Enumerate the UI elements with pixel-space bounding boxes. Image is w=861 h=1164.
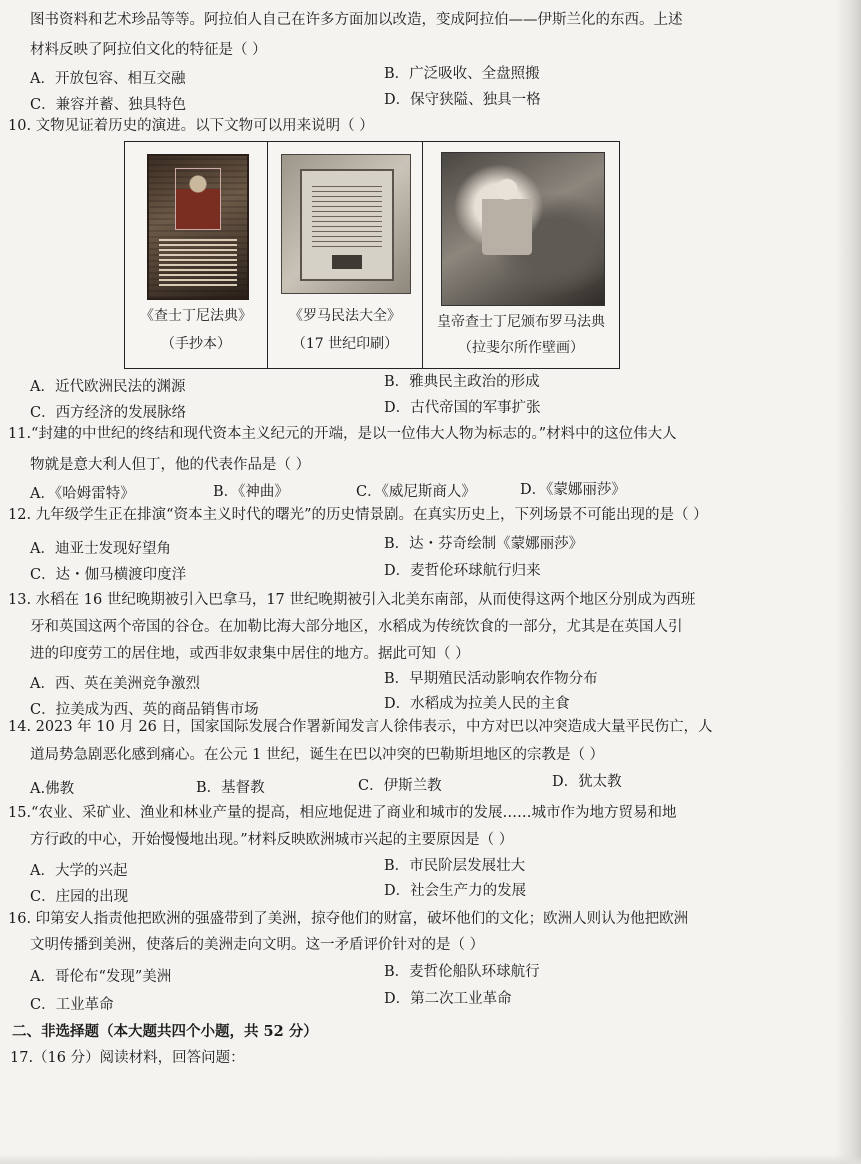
artifact-cell-1 (125, 142, 268, 368)
option-c: C．兼容并蓄、独具特色 (30, 97, 187, 113)
artifact-cell-3 (423, 142, 619, 368)
page-curl-edge (835, 0, 861, 1164)
option-d: D．社会生产力的发展 (384, 883, 527, 899)
artifact-3-subtitle: （拉斐尔所作壁画） (458, 340, 584, 356)
option-a: A．近代欧洲民法的渊源 (30, 379, 186, 395)
option-c: C．西方经济的发展脉络 (30, 405, 187, 421)
question-13-stem: 13. 水稻在 16 世纪晚期被引入巴拿马，17 世纪晚期被引入北美东南部，从而使得这两个地区分别成为西班 (8, 592, 696, 608)
option-d: D．麦哲伦环球航行归来 (384, 563, 541, 579)
option-b: B．达・芬奇绘制《蒙娜丽莎》 (384, 536, 584, 552)
option-c: C．庄园的出现 (30, 889, 129, 905)
option-d: D．古代帝国的军事扩张 (384, 400, 541, 416)
artifact-1-subtitle: （手抄本） (161, 336, 231, 352)
question-14-stem-cont: 道局势急剧恶化感到痛心。在公元 1 世纪，诞生在巴以冲突的巴勒斯坦地区的宗教是（ ） (30, 747, 605, 763)
option-d: D．水稻成为拉美人民的主食 (384, 696, 570, 712)
option-a: A.佛教 (30, 781, 75, 797)
option-b: B．《神曲》 (213, 484, 289, 500)
artifact-2-subtitle: （17 世纪印刷） (291, 336, 399, 352)
fresco-image (441, 152, 605, 306)
question-11-stem-cont: 物就是意大利人但丁，他的代表作品是（ ） (30, 457, 311, 473)
option-c: C．拉美成为西、英的商品销售市场 (30, 702, 259, 718)
question-13-stem-cont: 牙和英国这两个帝国的谷仓。在加勒比海大部分地区，水稻成为传统饮食的一部分，尤其是在英国人引 (30, 619, 683, 635)
option-c: C．达・伽马横渡印度洋 (30, 567, 187, 583)
option-d: D．保守狭隘、独具一格 (384, 92, 541, 108)
option-d: D．第二次工业革命 (384, 991, 512, 1007)
artifact-1-title: 《查士丁尼法典》 (140, 308, 252, 324)
option-b: B．市民阶层发展壮大 (384, 858, 526, 874)
question-11-stem: 11.“封建的中世纪的终结和现代资本主义纪元的开端，是以一位伟大人物为标志的。”材料中的这位伟大人 (8, 426, 677, 442)
option-b: B．早期殖民活动影响农作物分布 (384, 671, 598, 687)
option-a: A．迪亚士发现好望角 (30, 541, 171, 557)
manuscript-image (147, 154, 249, 300)
question-12-stem: 12. 九年级学生正在排演“资本主义时代的曙光”的历史情景剧。在真实历史上，下列场景不可能出现的是（ ） (8, 507, 708, 523)
question-13-stem-cont: 进的印度劳工的居住地，或西非奴隶集中居住的地方。据此可知（ ） (30, 646, 470, 662)
option-d: D．《蒙娜丽莎》 (520, 482, 626, 498)
passage-line: 图书资料和艺术珍品等等。阿拉伯人自己在许多方面加以改造，变成阿拉伯——伊斯兰化的东西。上述 (30, 12, 683, 28)
option-b: B．麦哲伦船队环球航行 (384, 964, 540, 980)
question-17-stem: 17.（16 分）阅读材料，回答问题： (10, 1050, 245, 1066)
option-c: C．伊斯兰教 (358, 778, 442, 794)
question-stem: 材料反映了阿拉伯文化的特征是（ ） (30, 42, 267, 58)
option-c: C．《威尼斯商人》 (356, 484, 476, 500)
option-b: B．广泛吸收、全盘照搬 (384, 66, 540, 82)
option-c: C．工业革命 (30, 997, 114, 1013)
option-d: D．犹太教 (552, 774, 622, 790)
option-a: A．大学的兴起 (30, 863, 128, 879)
option-a: A．西、英在美洲竞争激烈 (30, 676, 200, 692)
question-15-stem-cont: 方行政的中心，开始慢慢地出现。”材料反映欧洲城市兴起的主要原因是（ ） (30, 832, 514, 848)
artifact-2-title: 《罗马民法大全》 (289, 308, 401, 324)
question-10-stem: 10. 文物见证着历史的演进。以下文物可以用来说明（ ） (8, 118, 374, 134)
printed-book-image (281, 154, 411, 294)
section-heading: 二、非选择题（本大题共四个小题，共 52 分） (12, 1023, 318, 1040)
question-14-stem: 14. 2023 年 10 月 26 日，国家国际发展合作署新闻发言人徐伟表示，中方对巴以冲突造成大量平民伤亡，人 (8, 719, 713, 735)
option-b: B．雅典民主政治的形成 (384, 374, 540, 390)
artifact-table (124, 141, 620, 369)
artifact-3-title: 皇帝查士丁尼颁布罗马法典 (437, 314, 605, 330)
option-a: A．《哈姆雷特》 (30, 486, 135, 502)
question-15-stem: 15.“农业、采矿业、渔业和林业产量的提高，相应地促进了商业和城市的发展……城市作为地方贸易和地 (8, 805, 677, 821)
option-a: A．开放包容、相互交融 (30, 71, 186, 87)
question-16-stem-cont: 文明传播到美洲，使落后的美洲走向文明。这一矛盾评价针对的是（ ） (30, 937, 485, 953)
option-b: B．基督教 (196, 780, 265, 796)
artifact-cell-2 (268, 142, 423, 368)
page-bottom-edge (0, 1154, 861, 1164)
option-a: A．哥伦布“发现”美洲 (30, 969, 172, 985)
question-16-stem: 16. 印第安人指责他把欧洲的强盛带到了美洲，掠夺他们的财富，破坏他们的文化；欧洲人则认为他把欧洲 (8, 911, 689, 927)
